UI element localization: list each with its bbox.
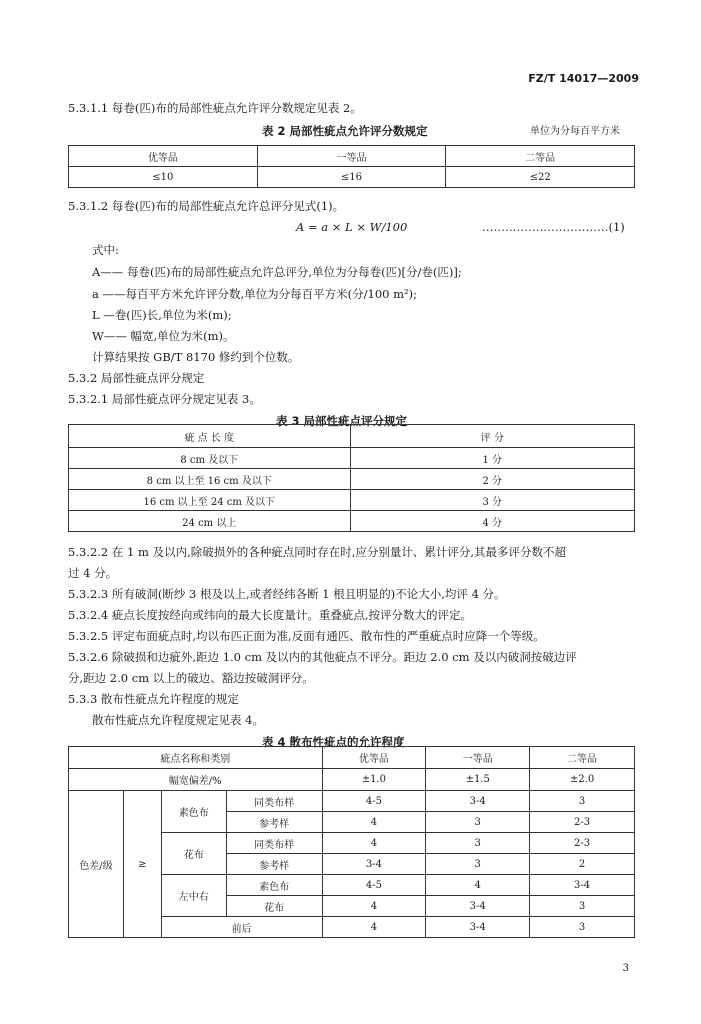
- front-back-label: 前后: [161, 917, 322, 938]
- ref-sample-label: 参考样: [226, 812, 322, 833]
- where-W: W—— 幅宽,单位为米(m)。: [92, 329, 235, 343]
- front-back-b: 3-4: [426, 917, 530, 938]
- width-deviation-b: ±1.5: [426, 769, 530, 791]
- clause-5-3-2-2-cont: 过 4 分。: [68, 566, 118, 580]
- standard-id: FZ/T 14017—2009: [528, 72, 639, 85]
- same-sample-label: 同类布样: [226, 791, 322, 812]
- table2-unit: 单位为分每百平方米: [530, 126, 620, 137]
- table2-cell-second: ≤16: [257, 167, 446, 188]
- section-5-3-3: 5.3.3 散布性疵点允许程度的规定: [68, 692, 239, 706]
- table3-score: 3 分: [350, 490, 634, 511]
- lmr-print-a: 4: [322, 896, 426, 917]
- printed-label: 花布: [161, 833, 226, 875]
- lmr-plain-label: 素色布: [226, 875, 322, 896]
- table3-row: 16 cm 以上至 24 cm 及以下: [69, 490, 351, 511]
- clause-5-3-2-5: 5.3.2.5 评定布面疵点时,均以布匹正面为准,反面有通匹、散布性的严重疵点时应降一个等级。: [68, 629, 545, 643]
- clause-5-3-2-6-cont: 分,距边 2.0 cm 以上的破边、豁边按破洞评分。: [68, 671, 314, 685]
- table4-header-grade-b: 一等品: [426, 747, 530, 769]
- table4-header-grade-a: 优等品: [322, 747, 426, 769]
- table2-caption: 表 2 局部性疵点允许评分数规定: [262, 124, 428, 138]
- table2-header-third: 二等品: [446, 146, 635, 167]
- table3-header-length: 疵 点 长 度: [69, 425, 351, 448]
- table2-cell-third: ≤22: [446, 167, 635, 188]
- width-deviation-a: ±1.0: [322, 769, 426, 791]
- ref-sample-label: 参考样: [226, 854, 322, 875]
- table3-row: 8 cm 以上至 16 cm 及以下: [69, 469, 351, 490]
- table3-row: 8 cm 及以下: [69, 448, 351, 469]
- print-same-a: 4: [322, 833, 426, 854]
- table-3: [68, 424, 635, 532]
- where-a: a ——每百平方米允许评分数,单位为分每百平方米(分/100 m²);: [92, 287, 418, 301]
- page-number: 3: [622, 963, 629, 974]
- plain-same-a: 4-5: [322, 791, 426, 812]
- where-L: L —卷(匹)长,单位为米(m);: [92, 308, 232, 322]
- print-ref-c: 2: [530, 854, 635, 875]
- width-deviation-label: 幅宽偏差/%: [69, 769, 323, 791]
- lmr-print-c: 3: [530, 896, 635, 917]
- plain-ref-b: 3: [426, 812, 530, 833]
- lmr-plain-c: 3-4: [530, 875, 635, 896]
- table3-score: 2 分: [350, 469, 634, 490]
- table2-header-second: 一等品: [257, 146, 446, 167]
- plain-dyed-label: 素色布: [161, 791, 226, 833]
- print-ref-b: 3: [426, 854, 530, 875]
- table4-caption: 表 4 散布性疵点的允许程度: [262, 735, 405, 749]
- ge-symbol: ≥: [123, 791, 161, 938]
- clause-5-3-2-3: 5.3.2.3 所有破洞(断纱 3 根及以上,或者经纬各断 1 根且明显的)不论大小,均评 4 分。: [68, 587, 506, 601]
- table-2: [68, 145, 635, 188]
- table3-row: 24 cm 以上: [69, 511, 351, 532]
- front-back-c: 3: [530, 917, 635, 938]
- width-deviation-c: ±2.0: [530, 769, 635, 791]
- clause-5-3-1-1: 5.3.1.1 每卷(匹)布的局部性疵点允许评分数规定见表 2。: [68, 101, 362, 115]
- lmr-print-label: 花布: [226, 896, 322, 917]
- print-same-b: 3: [426, 833, 530, 854]
- table2-cell-first: ≤10: [69, 167, 258, 188]
- clause-5-3-2-1: 5.3.2.1 局部性疵点评分规定见表 3。: [68, 392, 261, 406]
- table3-score: 4 分: [350, 511, 634, 532]
- same-sample-label: 同类布样: [226, 833, 322, 854]
- section-5-3-2: 5.3.2 局部性疵点评分规定: [68, 371, 205, 385]
- plain-same-c: 3: [530, 791, 635, 812]
- table3-header-score: 评 分: [350, 425, 634, 448]
- color-diff-label: 色差/级: [69, 791, 124, 938]
- plain-ref-c: 2-3: [530, 812, 635, 833]
- rounding-note: 计算结果按 GB/T 8170 修约到个位数。: [92, 350, 300, 364]
- lmr-label: 左中右: [161, 875, 226, 917]
- lmr-plain-a: 4-5: [322, 875, 426, 896]
- where-A: A—— 每卷(匹)布的局部性疵点允许总评分,单位为分每卷(匹)[分/卷(匹)];: [92, 265, 462, 279]
- table4-header-grade-c: 二等品: [530, 747, 635, 769]
- clause-5-3-1-2: 5.3.1.2 每卷(匹)布的局部性疵点允许总评分见式(1)。: [68, 199, 345, 213]
- clause-5-3-2-6: 5.3.2.6 除破损和边疵外,距边 1.0 cm 及以内的其他疵点不评分。距边 2.0 cm 及以内破洞按破边评: [68, 650, 577, 664]
- table2-header-first: 优等品: [69, 146, 258, 167]
- clause-5-3-2-2: 5.3.2.2 在 1 m 及以内,除破损外的各种疵点同时存在时,应分别量计、累计评分,其最多评分数不超: [68, 545, 567, 559]
- clause-5-3-3-text: 散布性疵点允许程度规定见表 4。: [92, 713, 264, 727]
- table3-score: 1 分: [350, 448, 634, 469]
- formula-number: ……………………………(1): [482, 220, 625, 234]
- print-ref-a: 3-4: [322, 854, 426, 875]
- formula: A = a × L × W/100: [296, 220, 408, 234]
- lmr-plain-b: 4: [426, 875, 530, 896]
- plain-same-b: 3-4: [426, 791, 530, 812]
- print-same-c: 2-3: [530, 833, 635, 854]
- front-back-a: 4: [322, 917, 426, 938]
- table3-caption: 表 3 局部性疵点评分规定: [276, 414, 408, 428]
- plain-ref-a: 4: [322, 812, 426, 833]
- clause-5-3-2-4: 5.3.2.4 疵点长度按经向或纬向的最大长度量计。重叠疵点,按评分数大的评定。: [68, 608, 473, 622]
- table4-header-name: 疵点名称和类别: [69, 747, 323, 769]
- table-4: [68, 746, 635, 938]
- where-title: 式中:: [92, 243, 119, 257]
- lmr-print-b: 3-4: [426, 896, 530, 917]
